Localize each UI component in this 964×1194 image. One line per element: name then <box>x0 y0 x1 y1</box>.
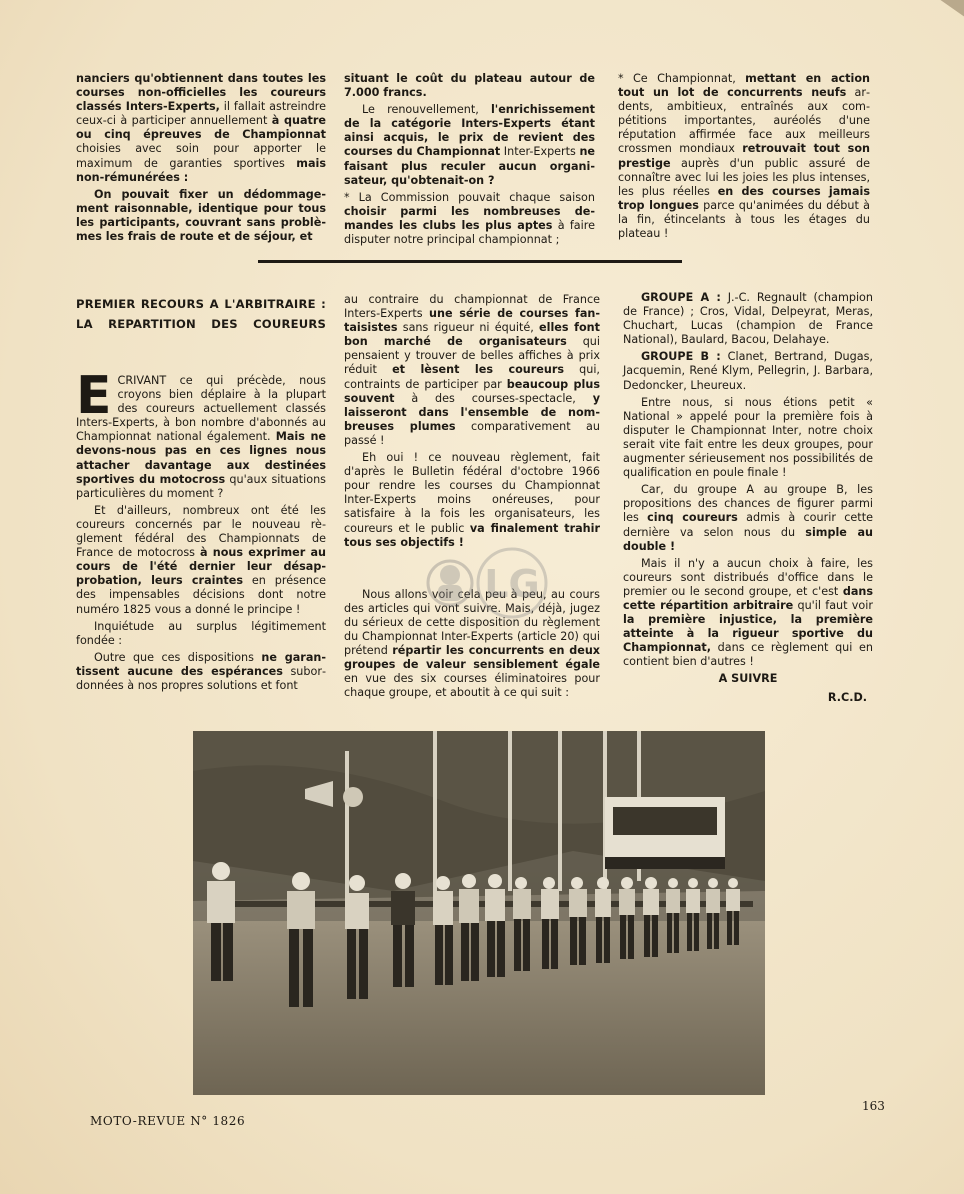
text: Entre nous, si nous étions petit « National » appelé pour la première fois à disputer le Championnat Inter, notre choix serait vite fait entre les deux groupes, pour augmenter sérieusement nos possibilités de qualification en poule finale ! <box>623 395 873 480</box>
text: Inquiétude au surplus légitimement fondée : <box>76 619 326 647</box>
text-bold: nanciers qu'obtiennent dans toutes les courses non-officielles les coureurs classés Inters-Experts, <box>76 72 326 114</box>
race-lineup-photo <box>193 731 765 1095</box>
text-bold: ne garantissent aucune des espérances <box>76 650 326 678</box>
text-bold: simple au double ! <box>623 525 873 553</box>
text-bold: y laisseront dans l'ensemble de nombreuses plumes <box>344 391 600 433</box>
text-bold: Mais ne devons-nous pas en ces lignes nous attacher davantage aux destinées sportives du motocross <box>76 430 327 486</box>
bottom-column-3 <box>623 291 873 705</box>
top-column-3 <box>618 72 870 244</box>
text-bold: ne faisant plus reculer aucun organisateur, qu'obtenait-on ? <box>344 145 595 187</box>
group-a-label: GROUPE A : <box>641 291 721 304</box>
text: sans rigueur ni équité, <box>397 321 540 335</box>
text: * La Commission pouvait chaque saison <box>344 190 595 204</box>
text-bold: va finalement trahir tous ses objectifs ! <box>344 521 600 549</box>
continued-label: A SUIVRE <box>718 672 778 686</box>
text-bold: répartir les concurrents en deux groupes de valeur sensiblement égale <box>344 644 600 672</box>
text-bold: à nous exprimer au cours de l'été dernier leur désapprobation, leurs craintes <box>76 546 326 588</box>
group-a-list: J.-C. Regnault (champion de France) ; Cros, Vidal, Delpeyrat, Meras, Chuchart, Lucas (champion de France National), Baulard, Bacou, Delahaye. <box>623 291 873 347</box>
rider-figure <box>433 876 453 985</box>
text-bold: en des courses jamais trop longues <box>618 184 871 212</box>
bottom-column-1 <box>76 294 326 696</box>
text: choisies avec soin pour apporter le maximum de garanties sportives <box>76 142 326 170</box>
text-bold: mettant en action tout un lot de concurrents neufs <box>618 72 870 100</box>
watermark-text: LG <box>484 562 540 606</box>
text: en vue des six courses éliminatoires pour chaque groupe, et aboutit à ce qui suit : <box>344 672 600 700</box>
text: parce qu'animées du début à la fin, étincelants à tous les étages du plateau ! <box>618 198 870 241</box>
rider-figure <box>485 874 505 977</box>
text-bold: cinq coureurs <box>647 511 738 525</box>
text: Le renouvellement, <box>362 103 491 117</box>
text: en présence des impensables décisions dont notre numéro 1825 vous a donné le principe ! <box>76 574 326 616</box>
text-bold: mais non-rémunérées : <box>76 156 326 184</box>
text: Nous allons voir cela peu à peu, au cours des articles qui vont suivre. Mais, déjà, jugez du sérieux de cette disposition du règlement du Championnat Inter-Experts (article 20) qui prétend <box>344 587 600 658</box>
text: auprès d'un public assuré de connaître avec lui les joies les plus intenses, les plus réelles <box>618 156 870 198</box>
text: Et d'ailleurs, nombreux ont été les coureurs concernés par le nouveau règlement fédéral des Championnats de France de motocross <box>76 503 326 560</box>
watermark-logo <box>420 545 560 625</box>
text-bold: une série de courses fantaisistes <box>344 307 600 335</box>
text: subordonnées à nos propres solutions et font <box>76 664 326 692</box>
text: CRIVANT ce qui précède, nous croyons bien déplaire à la plupart des coureurs actuellement classés Inters-Experts, à bon nombre d'abonnés au Championnat national également. <box>76 374 326 444</box>
group-b-label: GROUPE B : <box>641 350 721 364</box>
text: il fallait astreindre ceux-ci à participer annuellement <box>76 100 326 128</box>
text: Eh oui ! ce nouveau règlement, fait d'après le Bulletin fédéral d'octobre 1966 pour rendre les courses du Championnat Inter-Experts moins onéreuses, pour satisfaire à la fois les organisateurs, les coureurs et le public <box>344 451 600 535</box>
text: admis à courir cette dernière va selon nous du <box>623 511 873 539</box>
photo-illustration <box>193 731 765 1095</box>
folded-corner <box>924 0 964 26</box>
top-column-1 <box>76 72 326 247</box>
text-bold: beaucoup plus souvent <box>344 377 600 405</box>
text: Car, du groupe A au groupe B, les propositions des chances de figurer parmi les <box>623 483 873 525</box>
text-bold: choisir parmi les nombreuses demandes les clubs les plus aptes <box>344 204 595 232</box>
rider-figure <box>459 874 479 981</box>
text-bold: On pouvait fixer un dédommagement raisonnable, identique pour tous les participants, couvrant sans problèmes les frais de route et de séjour, et <box>76 187 326 244</box>
text: Outre que ces dispositions <box>94 650 262 664</box>
text: * Ce Championnat, <box>618 72 746 85</box>
drop-cap: E <box>76 366 112 426</box>
page-number: 163 <box>862 1099 885 1113</box>
bottom-column-2 <box>344 293 600 703</box>
text: ardents, ambitieux, entraînés aux compétitions importantes, auréolés d'une réputation affirmée face aux meilleurs crossmen mondiaux <box>618 86 870 156</box>
text: à faire disputer notre principal championnat ; <box>344 218 596 247</box>
section-heading <box>76 294 326 334</box>
text: Mais il n'y a aucun choix à faire, les coureurs sont distribués d'office dans le premier ou le second groupe, et c'est <box>623 556 873 598</box>
heading-line-1: PREMIER RECOURS A L'ARBITRAIRE : <box>76 297 326 311</box>
magazine-issue: MOTO-REVUE N° 1826 <box>90 1114 246 1128</box>
text-bold: la première injustice, la première atteinte à la rigueur sportive du Championnat, <box>623 613 873 655</box>
text: qu'aux situations particulières du moment ? <box>76 472 326 500</box>
text: dans ce règlement qui en contient bien d'autres ! <box>623 641 873 669</box>
text-bold: à quatre ou cinq épreuves de Championnat <box>76 114 326 142</box>
text-bold: retrouvait tout son prestige <box>618 142 870 170</box>
section-divider <box>258 260 682 263</box>
text-bold: dans cette répartition arbitraire <box>623 584 873 612</box>
author-signature: R.C.D. <box>827 690 867 704</box>
text: au contraire du championnat de France Inters-Experts <box>344 293 600 321</box>
text: qui pensaient y trouver de belles affiches à prix réduit <box>344 335 600 377</box>
text: Inter-Experts <box>500 145 580 159</box>
text: comparativement au passé ! <box>344 419 601 447</box>
text: qui, contraints de participer par <box>344 363 600 391</box>
top-column-2 <box>344 72 595 250</box>
heading-line-2: LA REPARTITION DES COUREURS <box>76 317 326 331</box>
text-bold: et lèsent les coureurs <box>392 363 564 377</box>
text-bold: situant le coût du plateau autour de 7.000 francs. <box>344 72 595 100</box>
text-bold: l'enrichissement de la catégorie Inters-Experts étant ainsi acquis, le prix de revient des courses du Championnat <box>344 103 595 159</box>
text: à des courses-spectacle, <box>394 391 593 405</box>
text-bold: elles font bon marché de organisateurs <box>344 321 600 349</box>
text: qu'il faut voir <box>793 598 873 612</box>
group-b-list: Clanet, Bertrand, Dugas, Jacquemin, René Klym, Pellegrin, J. Barbara, Dedoncker, Lheureux. <box>623 350 873 392</box>
